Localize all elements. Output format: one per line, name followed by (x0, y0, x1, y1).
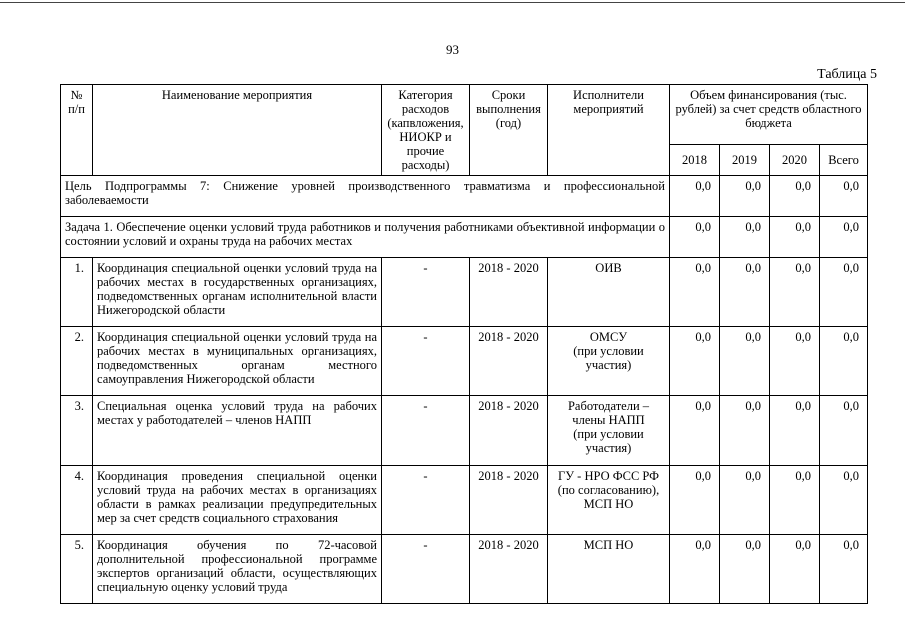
header-financing: Объем финансирования (тыс. рублей) за счет средств областного бюджета (670, 85, 868, 145)
row-value-2019: 0,0 (720, 466, 770, 535)
row-num: 1. (61, 258, 93, 327)
row-value-2020: 0,0 (770, 327, 820, 396)
row-value-2020: 0,0 (770, 258, 820, 327)
task-value-total: 0,0 (820, 217, 868, 258)
goal-value-total: 0,0 (820, 176, 868, 217)
row-category: - (382, 396, 470, 466)
row-terms: 2018 - 2020 (470, 466, 548, 535)
table-row (61, 396, 868, 466)
row-num: 2. (61, 327, 93, 396)
row-category: - (382, 327, 470, 396)
row-value-2018: 0,0 (670, 327, 720, 396)
row-terms: 2018 - 2020 (470, 535, 548, 604)
header-category: Категория расходов (капвложения, НИОКР и прочие расходы) (382, 85, 470, 176)
row-category: - (382, 258, 470, 327)
row-value-2018: 0,0 (670, 466, 720, 535)
row-executor: Работодатели – члены НАПП (при условии участия) (548, 396, 670, 466)
task-value-2020: 0,0 (770, 217, 820, 258)
row-num: 3. (61, 396, 93, 466)
row-category: - (382, 466, 470, 535)
row-terms: 2018 - 2020 (470, 327, 548, 396)
header-terms: Сроки выполнения (год) (470, 85, 548, 176)
page-number: 93 (446, 42, 459, 57)
row-value-total: 0,0 (820, 258, 868, 327)
table-row (61, 535, 868, 604)
goal-row (61, 176, 868, 217)
header-total: Всего (820, 145, 868, 176)
row-value-2018: 0,0 (670, 535, 720, 604)
row-value-total: 0,0 (820, 466, 868, 535)
header-row (61, 85, 868, 145)
row-name: Координация обучения по 72-часовой дополнительной профессиональной программе экспертов организаций области, осуществляющих специальную оценку условий труда (93, 535, 382, 604)
task-value-2019: 0,0 (720, 217, 770, 258)
row-name: Координация специальной оценки условий труда на рабочих местах в муниципальных организациях, подведомственных органам местного самоуправления Нижегородской области (93, 327, 382, 396)
row-terms: 2018 - 2020 (470, 258, 548, 327)
top-border-line (0, 2, 905, 3)
row-executor: ОИВ (548, 258, 670, 327)
row-value-total: 0,0 (820, 327, 868, 396)
row-value-2019: 0,0 (720, 535, 770, 604)
row-executor: МСП НО (548, 535, 670, 604)
row-value-2020: 0,0 (770, 466, 820, 535)
row-category: - (382, 535, 470, 604)
table-row (61, 327, 868, 396)
table-caption: Таблица 5 (817, 67, 877, 82)
row-value-2020: 0,0 (770, 396, 820, 466)
header-year-2019: 2019 (720, 145, 770, 176)
row-executor: ГУ - НРО ФСС РФ (по согласованию), МСП НО (548, 466, 670, 535)
row-value-2019: 0,0 (720, 258, 770, 327)
row-value-total: 0,0 (820, 535, 868, 604)
task-value-2018: 0,0 (670, 217, 720, 258)
row-value-total: 0,0 (820, 396, 868, 466)
header-year-2020: 2020 (770, 145, 820, 176)
row-name: Координация специальной оценки условий труда на рабочих местах в государственных организациях, подведомственных органам исполнительной власти Нижегородской области (93, 258, 382, 327)
task-row (61, 217, 868, 258)
row-value-2020: 0,0 (770, 535, 820, 604)
task-text: Задача 1. Обеспечение оценки условий труда работников и получения работниками объективной информации о состоянии условий и охраны труда на рабочих местах (61, 217, 670, 258)
row-num: 4. (61, 466, 93, 535)
row-name: Координация проведения специальной оценки условий труда на рабочих местах в организациях области в рамках реализации предупредительных мер за счет средств социального страхования (93, 466, 382, 535)
table-row (61, 258, 868, 327)
table-row (61, 466, 868, 535)
goal-value-2019: 0,0 (720, 176, 770, 217)
row-executor: ОМСУ (при условии участия) (548, 327, 670, 396)
row-value-2018: 0,0 (670, 396, 720, 466)
goal-value-2020: 0,0 (770, 176, 820, 217)
goal-value-2018: 0,0 (670, 176, 720, 217)
row-terms: 2018 - 2020 (470, 396, 548, 466)
header-year-2018: 2018 (670, 145, 720, 176)
row-value-2019: 0,0 (720, 396, 770, 466)
row-value-2018: 0,0 (670, 258, 720, 327)
row-name: Специальная оценка условий труда на рабочих местах у работодателей – членов НАПП (93, 396, 382, 466)
header-name: Наименование мероприятия (93, 85, 382, 176)
financing-table (60, 84, 868, 604)
row-value-2019: 0,0 (720, 327, 770, 396)
header-executors: Исполнители мероприятий (548, 85, 670, 176)
goal-text: Цель Подпрограммы 7: Снижение уровней производственного травматизма и профессиональной заболеваемости (61, 176, 670, 217)
row-num: 5. (61, 535, 93, 604)
header-num: № п/п (61, 85, 93, 176)
